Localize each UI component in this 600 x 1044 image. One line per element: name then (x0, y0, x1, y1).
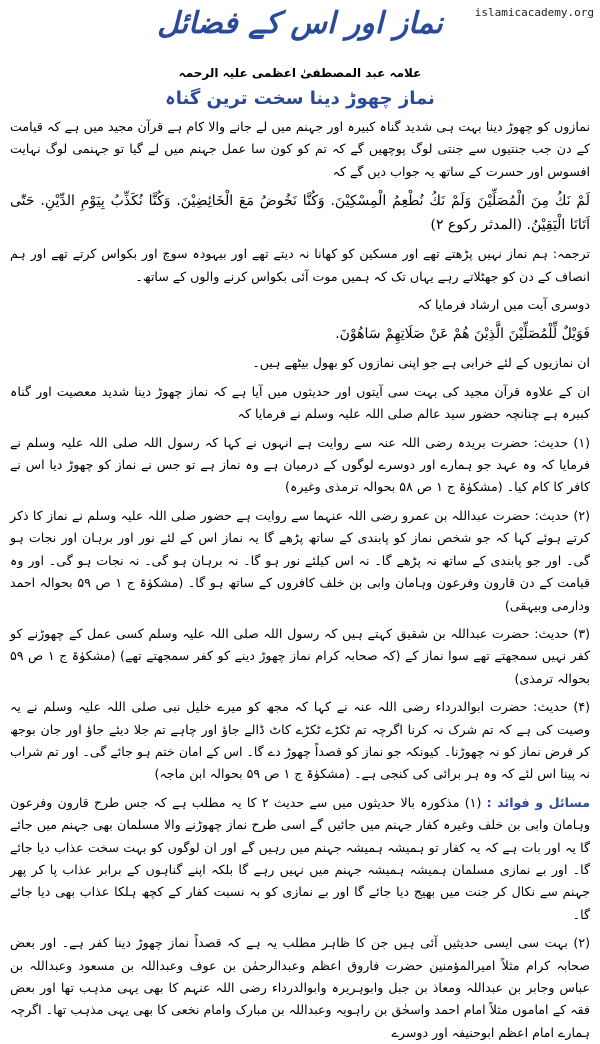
paragraph-second-verse-intro: دوسری آیت میں ارشاد فرمایا کہ (417, 297, 590, 313)
paragraph-intro: نمازوں کو چھوڑ دینا بہت ہی شدید گناہ کبیرہ اور جہنم میں لے جانے والا کام ہے قرآن مجید میں ہے کہ قیامت کے دن جب جنتیوں سے جنتی لوگ پوچھیں گے کہ تم کو کون سا عمل جہنم میں لے گیا تو جہنمی لوگ نہایت افسوس اور حسرت کے ساتھ یہ جواب دیں گے کہ (10, 119, 590, 179)
hadith-3: (۳) حدیث: حضرت عبداللہ بن شقیق کہتے ہیں کہ رسول اللہ صلی اللہ علیہ وسلم کسی عمل کے چھوڑنے کو کفر نہیں سمجھتے تھے سوا نماز کے (کہ صحابہ کرام نماز چھوڑ دینے کو کفر سمجھتے تھے) (مشکوٰۃ ج ۱ ص ۵۹ بحوالہ ترمذی) (10, 625, 590, 686)
author-line: علامہ عبد المصطفیٰ اعظمی علیہ الرحمہ (178, 66, 422, 80)
translation-2: ان نمازیوں کے لئے خرابی ہے جو اپنی نمازوں کو بھول بیٹھے ہیں۔ (252, 355, 590, 371)
site-url: islamicacademy.org (474, 6, 594, 19)
hadith-4: (۴) حدیث: حضرت ابوالدرداء رضی اللہ عنہ نے کہا کہ مجھ کو میرے خلیل نبی صلی اللہ علیہ وسلم نے یہ وصیت کی ہے کہ تم شرک نہ کرنا اگرچہ تم ٹکڑے ٹکڑے کاٹ ڈالے جاؤ اور چاہے تم جلا دیئے جاؤ اور جان بوجھ کر فرض نماز کو نہ چھوڑنا۔ کیونکہ جو نماز کو قصداً چھوڑ دے گا۔ اس کے امان ختم ہو جائے گی۔ اور تم شراب نہ پینا اس لئے کہ وہ ہر برائی کی کنجی ہے۔ (مشکوٰۃ ج ۱ ص ۵۹ بحوالہ ابن ماجہ) (10, 699, 590, 782)
article-body (10, 116, 590, 1040)
masail-1 (10, 792, 590, 926)
page-title: نماز اور اس کے فضائل (157, 6, 443, 41)
translation-1: ترجمہ: ہم نماز نہیں پڑھتے تھے اور مسکین کو کھانا نہ دیتے تھے اور بیہودہ سوچ اور بکواس کرتے تھے اور ہم انصاف کے دن کو جھٹلاتے رہے یہاں تک کہ ہمیں موت آئی بکواس کرنے والوں کے ساتھ۔ (10, 246, 590, 284)
section-heading: نماز چھوڑ دینا سخت ترین گناہ (165, 88, 435, 109)
masail-1-text: (۱) مذکورہ بالا حدیثوں میں سے حدیث ۲ کا یہ مطلب ہے کہ جس طرح قارون وفرعون وہامان وابی بن خلف وغیرہ کفار جہنم میں جائیں گے اسی طرح نماز چھوڑنے والا مسلمان بھی جہنم میں جائے گا یہ اور بات ہے کہ یہ کفار تو ہمیشہ ہمیشہ جہنم میں رہیں گے اور ان لوگوں کو بہت سخت عذاب دیا جائے گا۔ اور بے نمازی مسلمان ہمیشہ ہمیشہ جہنم میں نہیں رہے گا بلکہ اپنے گناہوں کے برابر عذاب پا کر پھر جہنم سے نکال کر جنت میں بھیج دیا جائے گا اور بے نمازی کو بہ نسبت کفار کے کچھ ہلکا عذاب بھی دیا جائے گا۔ (10, 794, 590, 922)
masail-2: (۲) بہت سی ایسی حدیثیں آئی ہیں جن کا ظاہر مطلب یہ ہے کہ قصداً نماز چھوڑ دینا کفر ہے۔ اور بعض صحابہ کرام مثلاً امیرالمؤمنین حضرت فاروق اعظم وعبدالرحمٰن بن عوف وعبداللہ بن مسعود وعبداللہ بن عباس وجابر بن عبداللہ ومعاذ بن جبل وابوہریرہ وابوالدرداء رضی اللہ عنہم کا بھی یہی مذہب تھا اور بعض فقہ کے اماموں مثلاً امام احمد واسحٰق بن راہویہ وعبداللہ بن مبارک وامام نخعی کا بھی یہی مذہب تھا۔ اگرچہ ہمارے امام اعظم ابوحنیفہ اور دوسرے (10, 935, 590, 1040)
quran-verse-2: فَوَيْلٌ لِّلْمُصَلِّيْنَ الَّذِيْنَ هُمْ عَنْ صَلَاتِهِمْ سَاهُوْنَ. (335, 326, 590, 343)
hadith-1: (۱) حدیث: حضرت بریدہ رضی اللہ عنہ سے روایت ہے انہوں نے کہا کہ رسول اللہ صلی اللہ علیہ وسلم نے فرمایا کہ وہ عہد جو ہمارے اور دوسرے لوگوں کے درمیان ہے وہ نماز ہے تو جس نے نماز کو چھوڑ دیا اس نے کافر کا کام کیا۔ (مشکوٰۃ ج ۱ ص ۵۸ بحوالہ ترمذی وغیرہ) (10, 434, 590, 495)
hadith-2: (۲) حدیث: حضرت عبداللہ بن عمرو رضی اللہ عنہما سے روایت ہے حضور صلی اللہ علیہ وسلم نے نماز کا ذکر کرتے ہوئے کہا کہ جو شخص نماز کو پابندی کے ساتھ پڑھے گا یہ نماز اس کے لئے نور اور برہان اور نجات ہو گی۔ اور جو پابندی کے ساتھ نہ پڑھے گا۔ نہ اس کیلئے نور ہو گا۔ نہ برہان ہو گی۔ نہ نجات ہو گی۔ اور وہ قیامت کے دن قارون وفرعون وہامان وابی بن خلف کافروں کے ساتھ ہو گا۔ (مشکوٰۃ ج ۱ ص ۵۹ بحوالہ احمد ودارمی وبیہقی) (10, 507, 590, 613)
quran-verse-1: لَمْ نَكُ مِنَ الْمُصَلِّيْنَ وَلَمْ نَكُ نُطْعِمُ الْمِسْكِيْنَ. وَكُنَّا نَخُوضُ مَعَ الْخَائِضِيْنَ. وَكُنَّا نُكَذِّبُ بِيَوْمِ الدِّيْنِ. حَتّٰى اَتَانَا الْيَقِيْنُ. (المدثر رکوع ۲) (10, 193, 590, 234)
masail-heading: مسائل و فوائد : (486, 794, 590, 810)
paragraph-hadith-intro: ان کے علاوہ قرآن مجید کی بہت سی آیتوں اور حدیثوں میں آیا ہے کہ نماز چھوڑ دینا شدید معصیت اور گناہ کبیرہ ہے چنانچہ حضور سید عالم صلی اللہ علیہ وسلم نے فرمایا کہ (10, 383, 590, 422)
